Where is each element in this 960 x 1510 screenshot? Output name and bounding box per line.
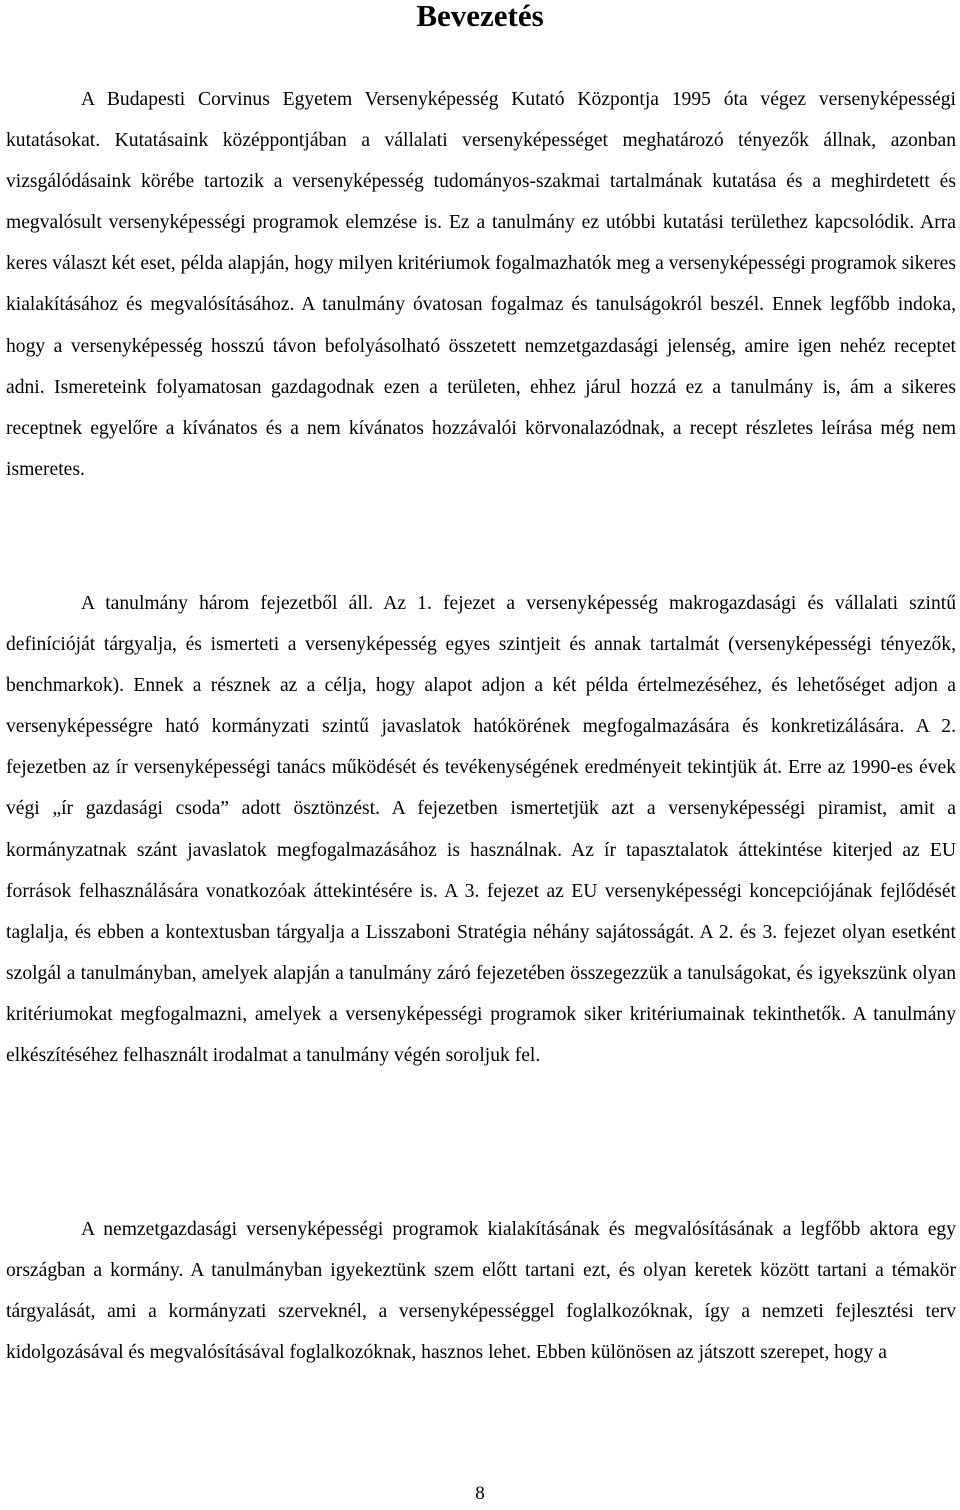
page-number: 8: [475, 1483, 485, 1504]
paragraph-intro: A Budapesti Corvinus Egyetem Versenyképesség Kutató Központja 1995 óta végez versenyképességi kutatásokat. Kutatásaink középpontjában a vállalati versenyképességet meghatározó tényezők állnak, azonban vizsgálódásaink körébe tartozik a versenyképesség tudományos-szakmai tartalmának kutatása és a meghirdetett és megvalósult versenyképességi programok elemzése is. Ez a tanulmány ez utóbbi kutatási területhez kapcsolódik. Arra keres választ két eset, példa alapján, hogy milyen kritériumok fogalmazhatók meg a versenyképességi programok sikeres kialakításához és megvalósításához. A tanulmány óvatosan fogalmaz és tanulságokról beszél. Ennek legfőbb indoka, hogy a versenyképesség hosszú távon befolyásolható összetett nemzetgazdasági jelenség, amire igen nehéz receptet adni. Ismereteink folyamatosan gazdagodnak ezen a területen, ehhez járul hozzá ez a tanulmány is, ám a sikeres receptnek egyelőre a kívánatos és a nem kívánatos hozzávalói körvonalazódnak, a recept részletes leírása még nem ismeretes.: [6, 89, 956, 480]
page-title: Bevezetés: [416, 0, 544, 33]
paragraph-government: A nemzetgazdasági versenyképességi programok kialakításának és megvalósításának a legfőbb aktora egy országban a kormány. A tanulmányban igyekeztünk szem előtt tartani ezt, és olyan keretek között tartani a témakör tárgyalását, ami a kormányzati szerveknél, a versenyképességgel foglalkozóknak, így a nemzeti fejlesztési terv kidolgozásával és megvalósításával foglalkozóknak, hasznos lehet. Ebben különösen az játszott szerepet, hogy a: [6, 1219, 956, 1364]
paragraph-structure: A tanulmány három fejezetből áll. Az 1. fejezet a versenyképesség makrogazdasági és vállalati szintű definícióját tárgyalja, és ismerteti a versenyképesség egyes szintjeit és annak tartalmát (versenyképességi tényezők, benchmarkok). Ennek a résznek az a célja, hogy alapot adjon a két példa értelmezéséhez, és lehetőséget adjon a versenyképességre ható kormányzati szintű javaslatok hatókörének megfogalmazására és konkretizálására. A 2. fejezetben az ír versenyképességi tanács működését és tevékenységének eredményeit tekintjük át. Erre az 1990-es évek végi „ír gazdasági csoda” adott ösztönzést. A fejezetben ismertetjük azt a versenyképességi piramist, amit a kormányzatnak szánt javaslatok megfogalmazásához is használnak. Az ír tapasztalatok áttekintése kiterjed az EU források felhasználására vonatkozóak áttekintésére is. A 3. fejezet az EU versenyképességi koncepciójának fejlődését taglalja, és ebben a kontextusban tárgyalja a Lisszaboni Stratégia néhány sajátosságát. A 2. és 3. fejezet olyan esetként szolgál a tanulmányban, amelyek alapján a tanulmány záró fejezetében összegezzük a tanulságokat, és igyekszünk olyan kritériumokat megfogalmazni, amelyek a versenyképességi programok siker kritériumainak tekinthetők. A tanulmány elkészítéséhez felhasznált irodalmat a tanulmány végén soroljuk fel.: [6, 593, 956, 1067]
